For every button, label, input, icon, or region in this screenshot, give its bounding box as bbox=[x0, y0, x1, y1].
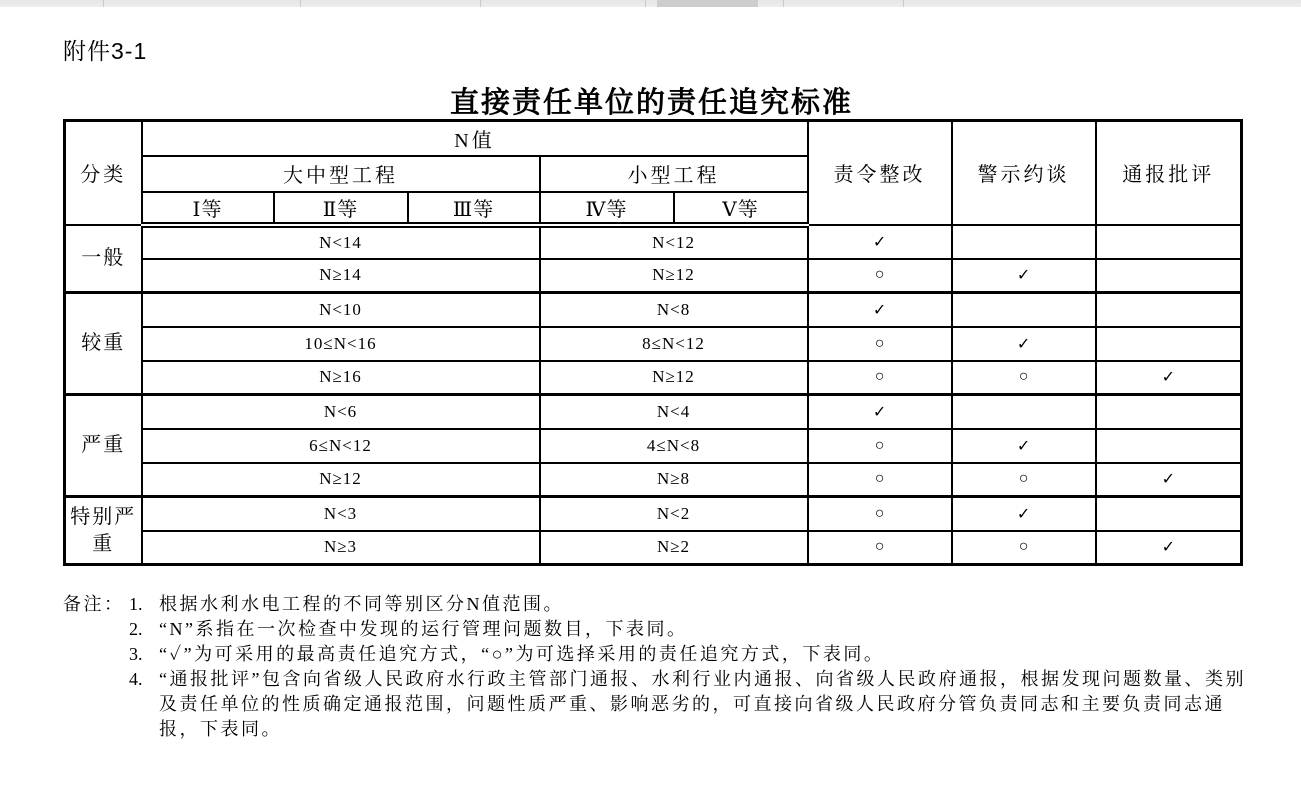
header-grade-3: Ⅲ等 bbox=[408, 192, 540, 225]
cell-large-range: 6≤N<12 bbox=[142, 429, 540, 463]
cell-small-range: N≥12 bbox=[540, 361, 808, 395]
header-grade-5: Ⅴ等 bbox=[674, 192, 808, 225]
cell-warning-talk: ○ bbox=[952, 531, 1096, 565]
cell-circulated-criticism bbox=[1096, 225, 1242, 259]
cell-order-rectify: ✓ bbox=[808, 225, 952, 259]
header-small-project: 小型工程 bbox=[540, 156, 808, 192]
cell-order-rectify: ✓ bbox=[808, 293, 952, 327]
cell-small-range: N<4 bbox=[540, 395, 808, 429]
footnotes bbox=[63, 592, 1249, 742]
cell-order-rectify: ○ bbox=[808, 361, 952, 395]
cell-small-range: N≥8 bbox=[540, 463, 808, 497]
cell-order-rectify: ○ bbox=[808, 531, 952, 565]
cell-large-range: 10≤N<16 bbox=[142, 327, 540, 361]
cell-order-rectify: ○ bbox=[808, 327, 952, 361]
strip-divider bbox=[645, 0, 646, 7]
cell-small-range: 4≤N<8 bbox=[540, 429, 808, 463]
header-warning-talk: 警示约谈 bbox=[952, 121, 1096, 225]
strip-divider bbox=[480, 0, 481, 7]
footnote-text: “✓”为可采用的最高责任追究方式，“○”为可选择采用的责任追究方式，下表同。 bbox=[159, 644, 885, 664]
table-row bbox=[65, 531, 1242, 565]
footnotes-label: 备注： bbox=[63, 594, 125, 614]
table-row bbox=[65, 327, 1242, 361]
cell-large-range: N<6 bbox=[142, 395, 540, 429]
cell-large-range: N<10 bbox=[142, 293, 540, 327]
cell-large-range: N<14 bbox=[142, 225, 540, 259]
table-row bbox=[65, 429, 1242, 463]
header-grade-2: Ⅱ等 bbox=[274, 192, 408, 225]
cell-warning-talk: ✓ bbox=[952, 497, 1096, 531]
footnote-number: 2. bbox=[129, 619, 143, 639]
cell-circulated-criticism bbox=[1096, 259, 1242, 293]
cell-small-range: N<2 bbox=[540, 497, 808, 531]
cell-order-rectify: ○ bbox=[808, 463, 952, 497]
header-circulated-criticism: 通报批评 bbox=[1096, 121, 1242, 225]
strip-divider bbox=[300, 0, 301, 7]
cell-warning-talk: ○ bbox=[952, 361, 1096, 395]
cell-warning-talk bbox=[952, 293, 1096, 327]
footnote-2 bbox=[129, 617, 1249, 642]
table-row bbox=[65, 225, 1242, 259]
footnote-number: 3. bbox=[129, 644, 143, 664]
cell-circulated-criticism bbox=[1096, 293, 1242, 327]
cell-small-range: N<8 bbox=[540, 293, 808, 327]
responsibility-standard-table bbox=[63, 119, 1243, 566]
browser-edge-strip bbox=[0, 0, 1301, 7]
cell-circulated-criticism: ✓ bbox=[1096, 531, 1242, 565]
cell-large-range: N≥16 bbox=[142, 361, 540, 395]
cell-small-range: 8≤N<12 bbox=[540, 327, 808, 361]
cell-circulated-criticism bbox=[1096, 429, 1242, 463]
strip-divider bbox=[783, 0, 784, 7]
cell-order-rectify: ✓ bbox=[808, 395, 952, 429]
cell-circulated-criticism bbox=[1096, 395, 1242, 429]
footnote-1 bbox=[129, 592, 1249, 617]
table-row bbox=[65, 293, 1242, 327]
cell-warning-talk: ✓ bbox=[952, 327, 1096, 361]
strip-divider bbox=[903, 0, 904, 7]
footnote-number: 1. bbox=[129, 594, 143, 614]
cell-small-range: N≥12 bbox=[540, 259, 808, 293]
category-cell: 严重 bbox=[65, 395, 142, 497]
header-grade-1: Ⅰ等 bbox=[142, 192, 274, 225]
cell-order-rectify: ○ bbox=[808, 497, 952, 531]
table-row bbox=[65, 497, 1242, 531]
category-cell: 较重 bbox=[65, 293, 142, 395]
cell-warning-talk bbox=[952, 395, 1096, 429]
cell-order-rectify: ○ bbox=[808, 259, 952, 293]
header-n-value: N值 bbox=[142, 121, 808, 156]
cell-large-range: N≥14 bbox=[142, 259, 540, 293]
table-row bbox=[65, 361, 1242, 395]
category-cell: 一般 bbox=[65, 225, 142, 293]
footnote-text: 根据水利水电工程的不同等别区分N值范围。 bbox=[159, 594, 564, 614]
cell-circulated-criticism bbox=[1096, 327, 1242, 361]
table-row bbox=[65, 259, 1242, 293]
page-title: 直接责任单位的责任追究标准 bbox=[449, 87, 853, 119]
cell-large-range: N≥12 bbox=[142, 463, 540, 497]
cell-warning-talk: ✓ bbox=[952, 259, 1096, 293]
cell-large-range: N<3 bbox=[142, 497, 540, 531]
active-tab-sliver[interactable] bbox=[657, 0, 758, 7]
header-large-medium-project: 大中型工程 bbox=[142, 156, 540, 192]
cell-warning-talk bbox=[952, 225, 1096, 259]
header-grade-4: Ⅳ等 bbox=[540, 192, 674, 225]
footnote-text: “通报批评”包含向省级人民政府水行政主管部门通报、水利行业内通报、向省级人民政府通报，根据发现问题数量、类别及责任单位的性质确定通报范围，问题性质严重、影响恶劣的，可直接向省级人民政府分管负责同志和主要负责同志通报，下表同。 bbox=[159, 669, 1246, 739]
cell-small-range: N≥2 bbox=[540, 531, 808, 565]
table-row bbox=[65, 395, 1242, 429]
cell-warning-talk: ✓ bbox=[952, 429, 1096, 463]
cell-small-range: N<12 bbox=[540, 225, 808, 259]
header-category: 分类 bbox=[65, 121, 142, 225]
category-cell: 特别严重 bbox=[65, 497, 142, 565]
cell-circulated-criticism: ✓ bbox=[1096, 463, 1242, 497]
strip-divider bbox=[103, 0, 104, 7]
cell-large-range: N≥3 bbox=[142, 531, 540, 565]
cell-warning-talk: ○ bbox=[952, 463, 1096, 497]
footnote-number: 4. bbox=[129, 669, 143, 689]
cell-circulated-criticism bbox=[1096, 497, 1242, 531]
table-header-row bbox=[65, 121, 1242, 156]
cell-circulated-criticism: ✓ bbox=[1096, 361, 1242, 395]
footnote-3 bbox=[129, 642, 1249, 667]
table-row bbox=[65, 463, 1242, 497]
footnote-4 bbox=[129, 667, 1249, 742]
footnote-text: “N”系指在一次检查中发现的运行管理问题数目，下表同。 bbox=[159, 619, 688, 639]
attachment-label: 附件3-1 bbox=[63, 38, 148, 64]
header-order-rectify: 责令整改 bbox=[808, 121, 952, 225]
cell-order-rectify: ○ bbox=[808, 429, 952, 463]
